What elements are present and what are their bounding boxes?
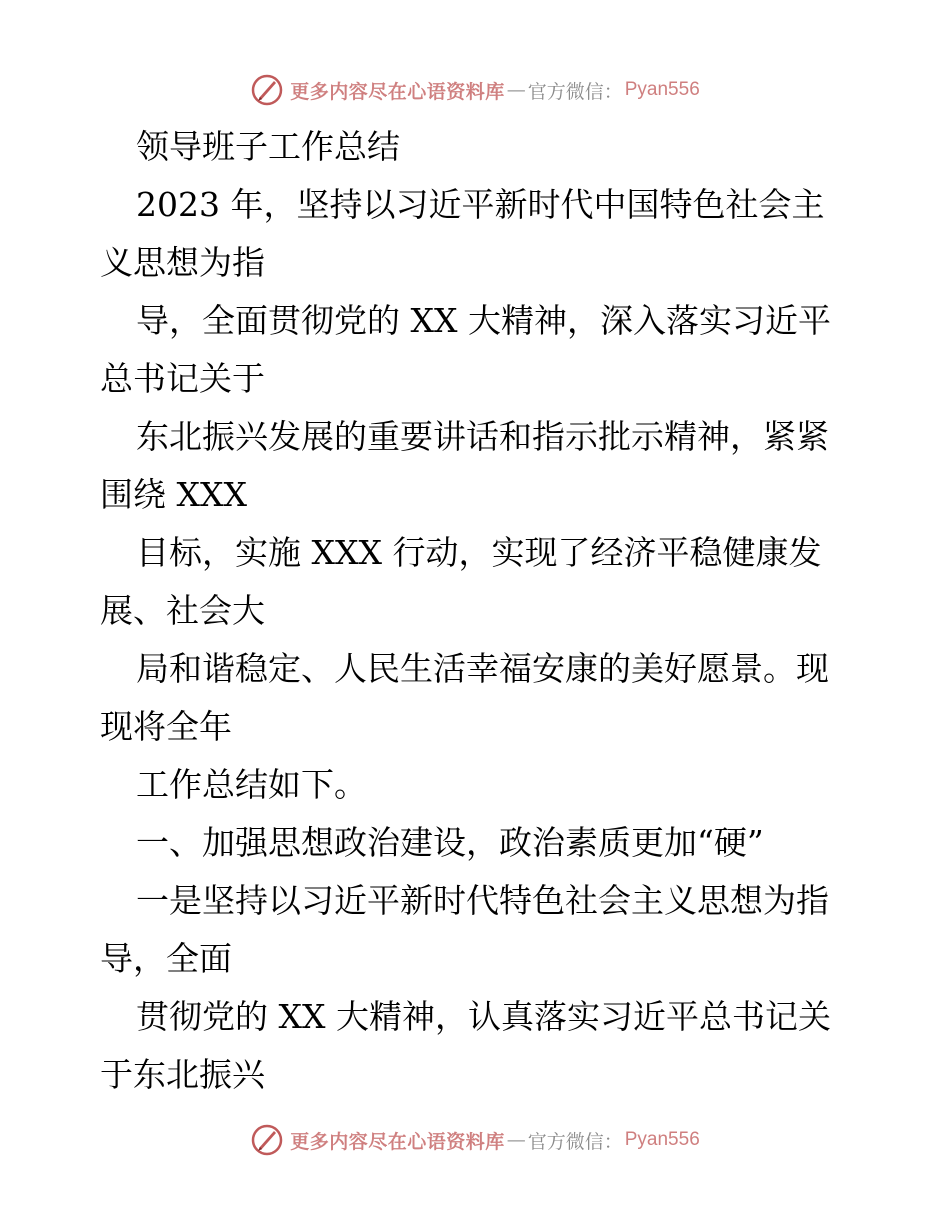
text-line: 局和谐稳定、人民生活幸福安康的美好愿景。现 (136, 649, 829, 688)
document-body (100, 118, 860, 1104)
watermark-wechat-id: Pyan556 (624, 79, 700, 100)
watermark-wechat-label: 官方微信： (527, 1130, 623, 1153)
watermark-slogan: 更多内容尽在心语资料库 (290, 80, 505, 103)
text-line: 贯彻党的 XX 大精神，认真落实习近平总书记关 (136, 997, 831, 1036)
text-line: 导，全面 (100, 939, 232, 978)
text-line: 义思想为指 (100, 243, 265, 282)
watermark-slogan: 更多内容尽在心语资料库 (290, 1130, 505, 1153)
quill-logo-icon (250, 73, 284, 107)
watermark-banner-top (0, 70, 950, 110)
watermark-banner-bottom (0, 1120, 950, 1160)
quill-logo-icon (250, 1123, 284, 1157)
text-line: 总书记关于 (100, 359, 265, 398)
text-line: 东北振兴发展的重要讲话和指示批示精神，紧紧 (136, 417, 829, 456)
section-heading: 一、加强思想政治建设，政治素质更加“硬” (136, 823, 764, 862)
watermark-wechat-label: 官方微信： (527, 80, 623, 103)
text-line: 现将全年 (100, 707, 232, 746)
text-line: 围绕 XXX (100, 475, 247, 514)
text-line: 2023 年，坚持以习近平新时代中国特色社会主 (136, 185, 825, 224)
text-line: 目标，实施 XXX 行动，实现了经济平稳健康发 (136, 533, 822, 572)
watermark-wechat-id: Pyan556 (624, 1129, 700, 1150)
text-line: 一是坚持以习近平新时代特色社会主义思想为指 (136, 881, 829, 920)
text-line: 导，全面贯彻党的 XX 大精神，深入落实习近平 (136, 301, 831, 340)
document-title: 领导班子工作总结 (136, 127, 400, 166)
text-line: 展、社会大 (100, 591, 265, 630)
watermark-separator: — (506, 79, 526, 101)
text-line: 于东北振兴 (100, 1055, 265, 1094)
watermark-separator: — (506, 1129, 526, 1151)
text-line: 工作总结如下。 (136, 765, 367, 804)
